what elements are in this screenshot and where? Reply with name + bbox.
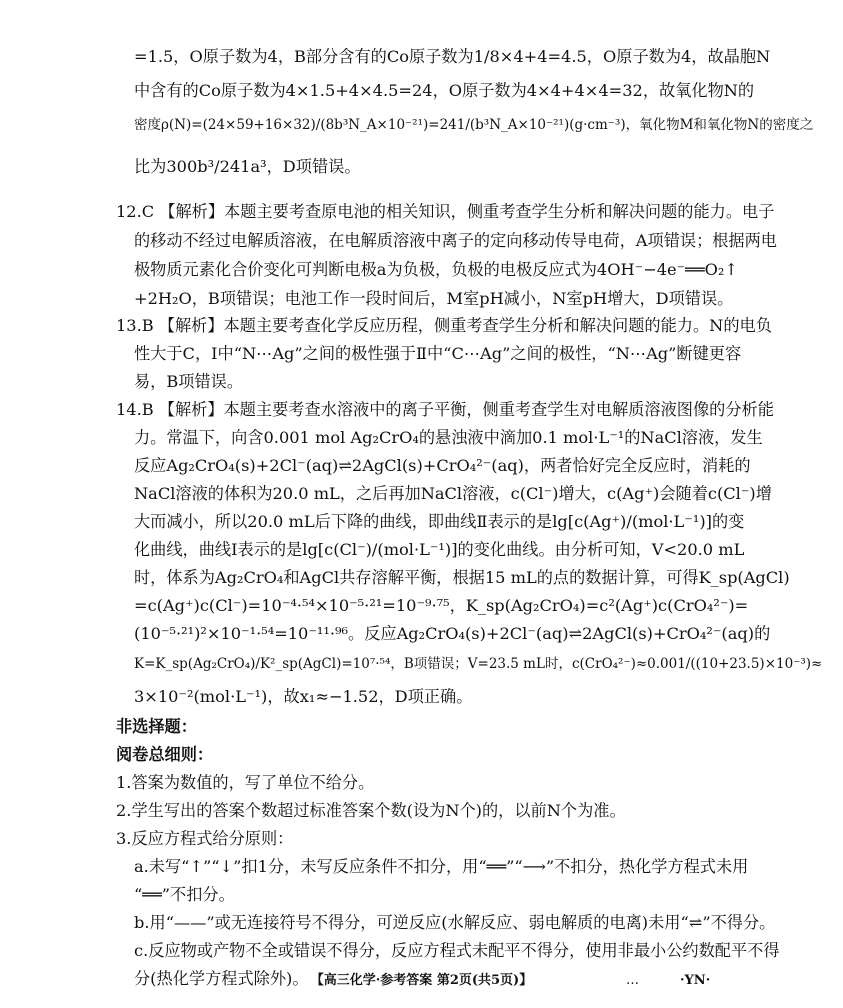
text-line: 3.反应方程式给分原则：	[116, 829, 294, 848]
text-line: =1.5，O原子数为4，B部分含有的Co原子数为1/8×4+4=4.5，O原子数为4，故晶胞N	[134, 47, 771, 66]
text-line: 化曲线，曲线Ⅰ表示的是lg[c(Cl⁻)/(mol·L⁻¹)]的变化曲线。由分析可知，V<20.0 mL	[134, 540, 745, 559]
text-line: c.反应物或产物不全或错误不得分，反应方程式未配平不得分，使用非最小公约数配平不得	[134, 941, 780, 960]
text-line: 1.答案为数值的，写了单位不给分。	[116, 773, 375, 792]
text-line: 14.B 【解析】本题主要考查水溶液中的离子平衡，侧重考查学生对电解质溶液图像的分析能	[116, 400, 774, 419]
text-line: 分(热化学方程式除外)。	[134, 969, 309, 988]
text-line: 2.学生写出的答案个数超过标准答案个数(设为N个)的，以前N个为准。	[116, 801, 626, 820]
text-line: =c(Ag⁺)c(Cl⁻)=10⁻⁴·⁵⁴×10⁻⁵·²¹=10⁻⁹·⁷⁵，K_sp(Ag₂CrO₄)=c²(Ag⁺)c(CrO₄²⁻)=	[134, 596, 749, 615]
footer-mark: …	[626, 973, 639, 988]
text-line: K=K_sp(Ag₂CrO₄)/K²_sp(AgCl)=10⁷·⁵⁴，B项错误；V=23.5 mL时，c(CrO₄²⁻)≈0.001/((10+23.5)×10⁻³)≈	[134, 656, 823, 672]
page-footer: 【高三化学·参考答案 第2页(共5页)】	[310, 973, 533, 988]
text-line: NaCl溶液的体积为20.0 mL，之后再加NaCl溶液，c(Cl⁻)增大，c(Ag⁺)会随着c(Cl⁻)增	[134, 484, 772, 503]
text-line: 力。常温下，向含0.001 mol Ag₂CrO₄的悬浊液中滴加0.1 mol·L⁻¹的NaCl溶液，发生	[134, 428, 763, 447]
text-line: 大而减小，所以20.0 mL后下降的曲线，即曲线Ⅱ表示的是lg[c(Ag⁺)/(mol·L⁻¹)]的变	[134, 512, 745, 531]
text-line: 时，体系为Ag₂CrO₄和AgCl共存溶解平衡，根据15 mL的点的数据计算，可得K_sp(AgCl)	[134, 568, 790, 587]
text-line: 3×10⁻²(mol·L⁻¹)，故x₁≈−1.52，D项正确。	[134, 687, 473, 706]
text-line: 易，B项错误。	[134, 372, 244, 391]
text-line: 12.C 【解析】本题主要考查原电池的相关知识，侧重考查学生分析和解决问题的能力。电子	[116, 202, 775, 221]
text-line: 的移动不经过电解质溶液，在电解质溶液中离子的定向移动传导电荷，A项错误；根据两电	[134, 231, 777, 250]
text-line: b.用“——”或无连接符号不得分，可逆反应(水解反应、弱电解质的电离)未用“⇌”不得分。	[134, 913, 776, 932]
text-line: a.未写“↑”“↓”扣1分，未写反应条件不扣分，用“══”“⟶”不扣分，热化学方程式未用	[134, 857, 749, 876]
text-line: 中含有的Co原子数为4×1.5+4×4.5=24，O原子数为4×4+4×4=32，故氧化物N的	[134, 81, 755, 100]
footer-code: ·YN·	[680, 973, 711, 988]
text-line: 密度ρ(N)=(24×59+16×32)/(8b³N_A×10⁻²¹)=241/(b³N_A×10⁻²¹)(g·cm⁻³)，氧化物M和氧化物N的密度之	[134, 117, 814, 133]
text-line: “══”不扣分。	[134, 885, 235, 904]
text-line: 非选择题：	[116, 717, 197, 736]
text-line: +2H₂O，B项错误；电池工作一段时间后，M室pH减小，N室pH增大，D项错误。	[134, 289, 734, 308]
text-line: (10⁻⁵·²¹)²×10⁻¹·⁵⁴=10⁻¹¹·⁹⁶。反应Ag₂CrO₄(s)+2Cl⁻(aq)⇌2AgCl(s)+CrO₄²⁻(aq)的	[134, 624, 771, 643]
text-line: 反应Ag₂CrO₄(s)+2Cl⁻(aq)⇌2AgCl(s)+CrO₄²⁻(aq)，两者恰好完全反应时，消耗的	[134, 456, 751, 475]
text-line: 13.B 【解析】本题主要考查化学反应历程，侧重考查学生分析和解决问题的能力。N的电负	[116, 316, 772, 335]
text-line: 比为300b³/241a³，D项错误。	[134, 157, 361, 176]
text-line: 阅卷总细则：	[116, 745, 214, 764]
text-line: 极物质元素化合价变化可判断电极a为负极，负极的电极反应式为4OH⁻−4e⁻══O₂↑	[134, 260, 738, 279]
text-line: 性大于C，Ⅰ中“N⋯Ag”之间的极性强于Ⅱ中“C⋯Ag”之间的极性，“N⋯Ag”断键更容	[134, 344, 742, 363]
